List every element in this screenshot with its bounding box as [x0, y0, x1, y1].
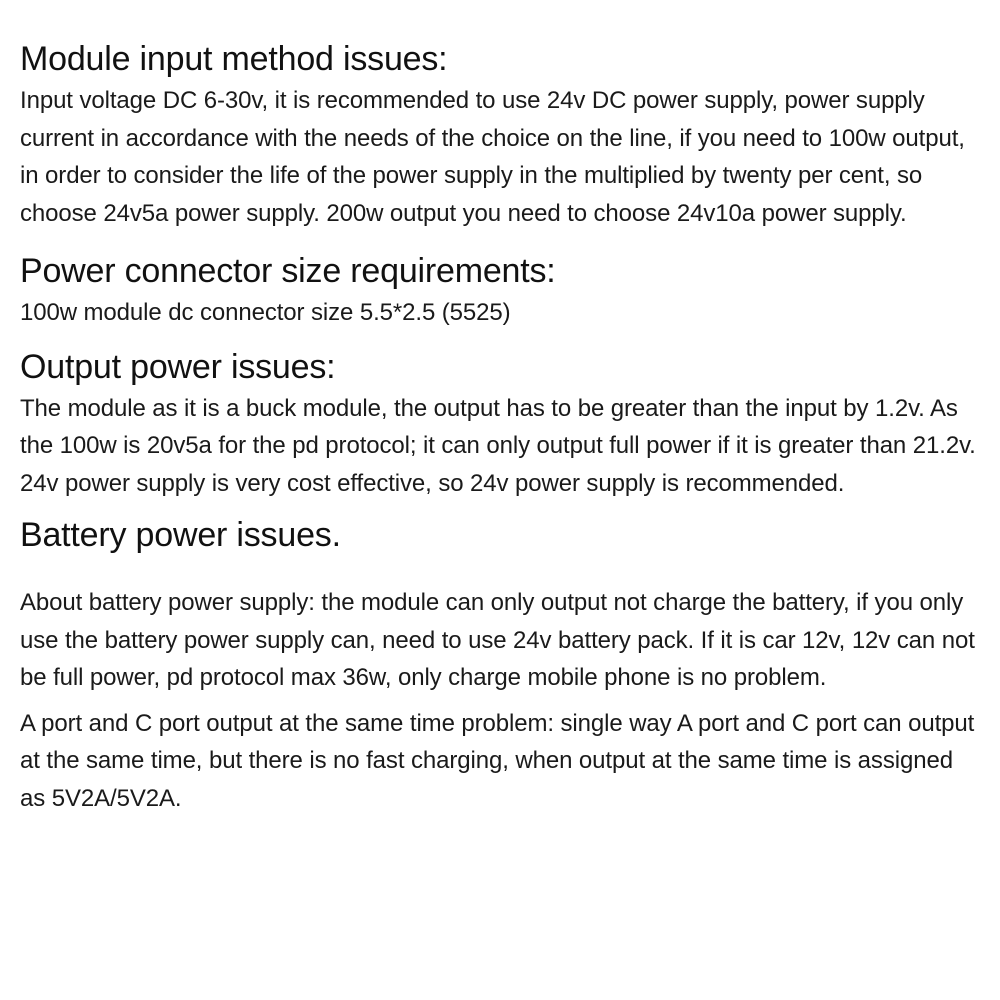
- section-paragraph-input-method: Input voltage DC 6-30v, it is recommended to use 24v DC power supply, power supply current in accordance with the needs of the choice on the line, if you need to 100w output, in order to consider the life of the power supply in the multiplied by twenty per cent, so choose 24v5a power supply. 200w output you need to choose 24v10a power supply.: [20, 87, 965, 227]
- section-paragraph-port-output: A port and C port output at the same time problem: single way A port and C port can output at the same time, but there is no fast charging, when output at the same time is assigned as 5V2A/5V2A.: [20, 709, 975, 812]
- document-body: [20, 36, 982, 817]
- section-paragraph-output-power: The module as it is a buck module, the output has to be greater than the input by 1.2v. As the 100w is 20v5a for the pd protocol; it can only output full power if it is greater than 21.2v. 24v power supply is very cost effective, so 24v power supply is recommended.: [20, 394, 976, 497]
- section-paragraph-battery-supply: About battery power supply: the module can only output not charge the battery, if you only use the battery power supply can, need to use 24v battery pack. If it is car 12v, 12v can not be full power, pd protocol max 36w, only charge mobile phone is no problem.: [20, 589, 975, 691]
- section-heading-battery-power: Battery power issues.: [20, 516, 341, 554]
- section-paragraph-connector-size: 100w module dc connector size 5.5*2.5 (5525): [20, 299, 511, 326]
- section-heading-input-method: Module input method issues:: [20, 40, 448, 78]
- section-heading-connector-size: Power connector size requirements:: [20, 252, 556, 290]
- section-heading-output-power: Output power issues:: [20, 347, 336, 386]
